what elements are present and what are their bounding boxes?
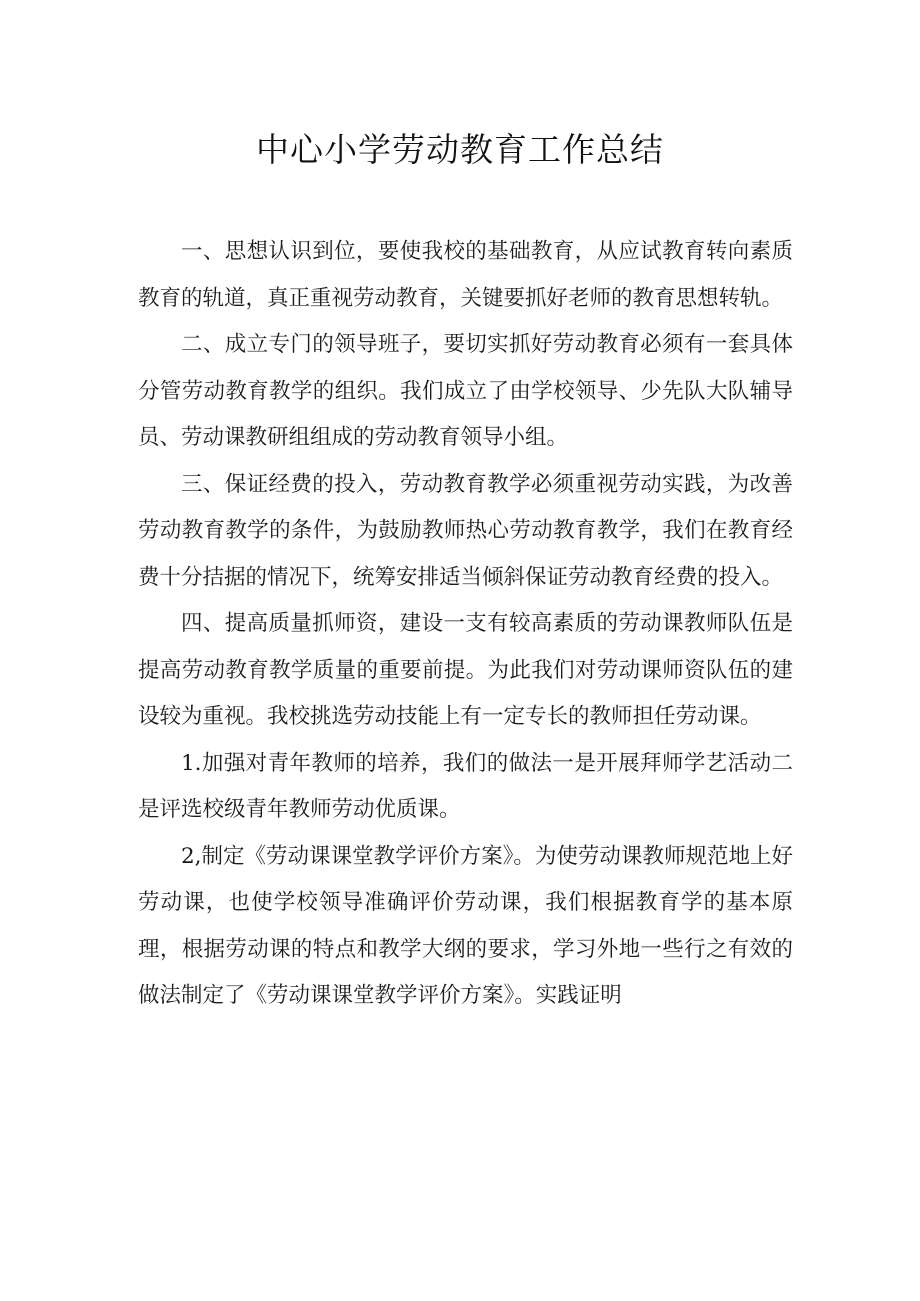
paragraph-6: 2,制定《劳动课课堂教学评价方案》。为使劳动课教师规范地上好劳动课，也使学校领导准确评价劳动课，我们根据教育学的基本原理，根据劳动课的特点和教学大纲的要求，学习外地一些行之有效的做法制定了《劳动课课堂教学评价方案》。实践证明 [138, 843, 793, 1008]
paragraph-3: 三、保证经费的投入，劳动教育教学必须重视劳动实践，为改善劳动教育教学的条件，为鼓励教师热心劳动教育教学，我们在教育经费十分拮据的情况下，统筹安排适当倾斜保证劳动教育经费的投入。 [138, 471, 793, 590]
document-title: 中心小学劳动教育工作总结 [256, 130, 664, 169]
paragraph-5: 1.加强对青年教师的培养，我们的做法一是开展拜师学艺活动二是评选校级青年教师劳动优质课。 [138, 750, 793, 822]
paragraph-4: 四、提高质量抓师资，建设一支有较高素质的劳动课教师队伍是提高劳动教育教学质量的重要前提。为此我们对劳动课师资队伍的建设较为重视。我校挑选劳动技能上有一定专长的教师担任劳动课。 [138, 611, 793, 729]
paragraph-1: 一、思想认识到位，要使我校的基础教育，从应试教育转向素质教育的轨道，真正重视劳动教育，关键要抓好老师的教育思想转轨。 [138, 239, 793, 311]
document-body [138, 229, 793, 1020]
paragraph-2: 二、成立专门的领导班子，要切实抓好劳动教育必须有一套具体分管劳动教育教学的组织。我们成立了由学校领导、少先队大队辅导员、劳动课教研组组成的劳动教育领导小组。 [138, 332, 793, 450]
